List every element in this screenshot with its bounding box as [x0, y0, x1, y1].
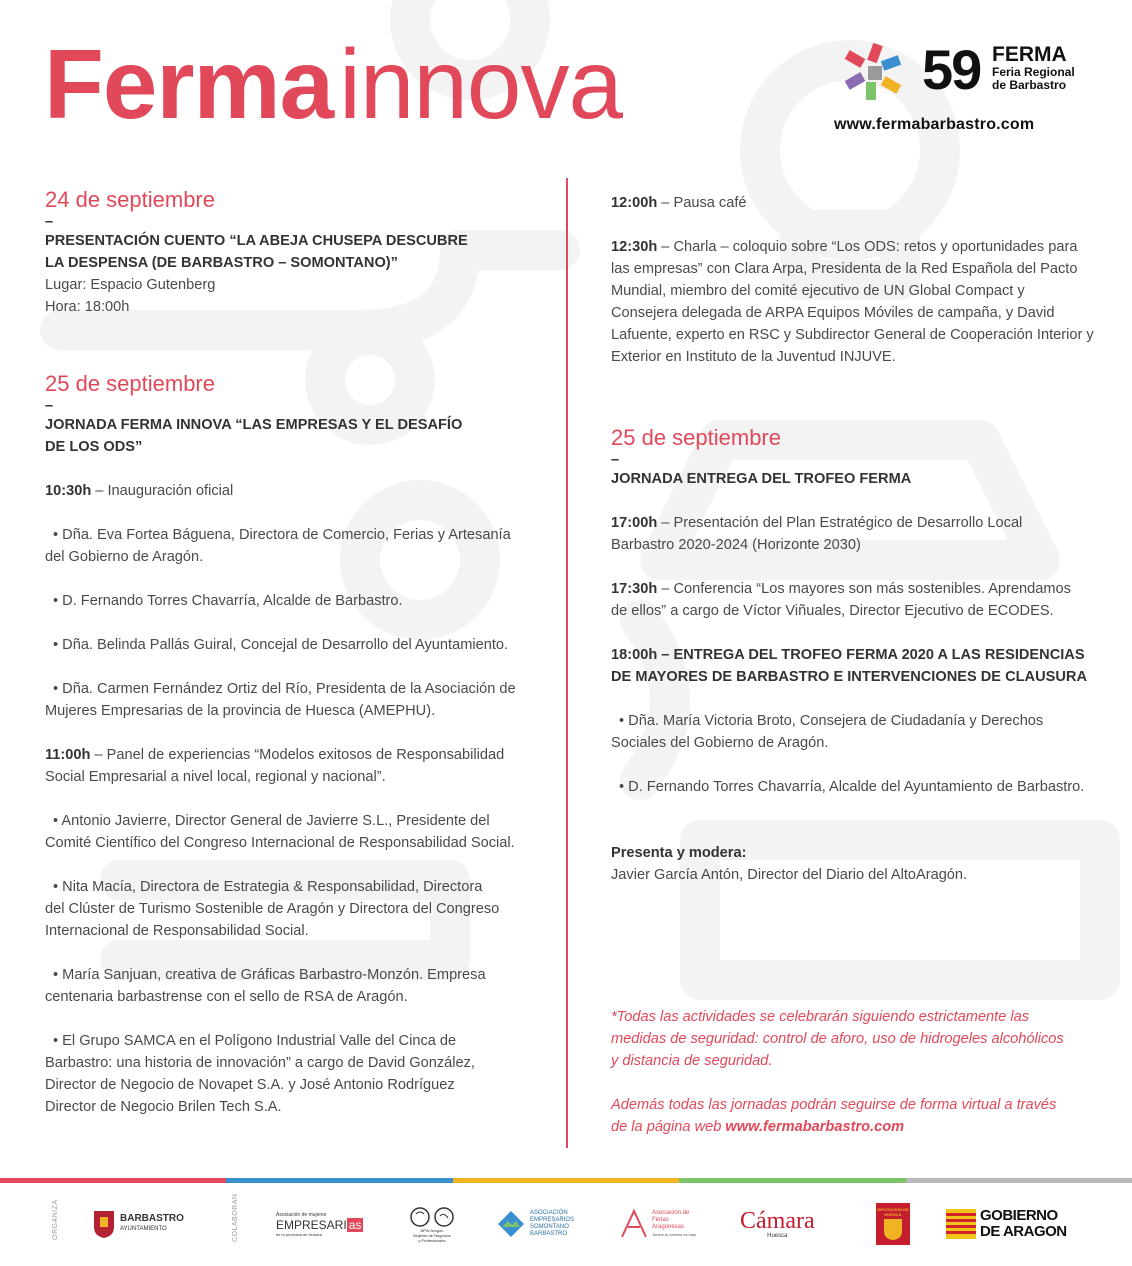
globe-icon [408, 1206, 456, 1228]
logo-innova-text: innova [339, 29, 622, 139]
note-website-link[interactable]: www.fermabarbastro.com [725, 1119, 905, 1135]
logo-ferma-text: Ferma [44, 29, 334, 139]
event-hour: Hora: 18:00h [45, 299, 130, 315]
list-item: • María Sanjuan, creativa de Gráficas Barbastro-Monzón. Empresa [53, 967, 486, 983]
section-title: JORNADA ENTREGA DEL TROFEO FERMA [611, 471, 912, 487]
safety-note: *Todas las actividades se celebrarán siguiendo estrictamente las medidas de seguridad: control de aforo, uso de hidrogeles alcohólicos y distancia de seguridad. Además todas las jornadas podrán seguirse de forma virtual a través de la página web www.fermabarbastro.com [611, 1009, 1064, 1135]
schedule-item: 18:00h – ENTREGA DEL TROFEO FERMA 2020 A LAS RESIDENCIAS [611, 647, 1085, 663]
header-website-link[interactable]: www.fermabarbastro.com [834, 116, 1035, 133]
asociacion-empresarios-logo: ASOCIACIÓN EMPRESARIOS SOMONTANO BARBASTRO [496, 1196, 574, 1252]
right-column: 12:00h – Pausa café 12:30h – Charla – coloquio sobre “Los ODS: retos y oportunidades para las empresas” con Clara Arpa, Presidenta de la Red Española del Pacto Mundial, miembro del comité ejecutivo de UN Global Compact y Consejera delegada de ARPA Equipos Móviles de campaña, y David Lafuente, experto en RSC y Subdirector General de Cooperación Interior y Exterior en Instituto de la Juventud INJUVE. 25 de septiembre – JORNADA ENTREGA DEL TROFEO FERMA 17:00h – Presentación del Plan Estratégico de Desarrollo Local Barbastro 2020-2024 (Horizonte 2030) 17:30h – Conferencia “Los mayores son más sostenibles. Aprendamos de ellos” a cargo de Víctor Viñuales, Director Ejecutivo de ECODES. 18:00h – ENTREGA DEL TROFEO FERMA 2020 A LAS RESIDENCIAS DE MAYORES DE BARBASTRO E INTERVENCIONES DE CLAUSURA • Dña. María Victoria Broto, Consejera de Ciudadanía y Derechos Sociales del Gobierno de Aragón. • D. Fernando Torres Chavarría, Alcalde del Ayuntamiento de Barbastro. Presenta y modera: Javier García Antón, Director del Diario del AltoAragón. [611, 192, 1101, 886]
diputacion-huesca-logo: DIPUTACIÓN DE HUESCA [876, 1196, 910, 1252]
gobierno-aragon-logo: GOBIERNO DE ARAGON [946, 1196, 1067, 1252]
presenter-label: Presenta y modera: [611, 845, 747, 861]
schedule-item: 11:00h – Panel de experiencias “Modelos exitosos de Responsabilidad [45, 747, 505, 763]
ferma-innova-logo [44, 24, 622, 144]
list-item: • D. Fernando Torres Chavarría, Alcalde del Ayuntamiento de Barbastro. [619, 779, 1085, 795]
list-item: • El Grupo SAMCA en el Polígono Industrial Valle del Cinca de [53, 1033, 457, 1049]
list-item: • Dña. Carmen Fernández Ortiz del Río, Presidenta de la Asociación de [53, 681, 516, 697]
sponsors-row [0, 1193, 1132, 1256]
list-item: • Antonio Javierre, Director General de Javierre S.L., Presidente del [53, 813, 490, 829]
barbastro-shield-icon [92, 1209, 116, 1239]
column-divider [566, 178, 568, 1148]
schedule-item: 17:00h – Presentación del Plan Estratégico de Desarrollo Local [611, 515, 1023, 531]
schedule-item: 17:30h – Conferencia “Los mayores son más sostenibles. Aprendamos [611, 581, 1071, 597]
list-item: • Nita Macía, Directora de Estrategia & Responsabilidad, Directora [53, 879, 483, 895]
mountain-icon [496, 1209, 526, 1239]
edition-number: 59 [922, 38, 981, 101]
barbastro-logo: BARBASTRO AYUNTAMIENTO [92, 1196, 184, 1252]
event-place: Lugar: Espacio Gutenberg [45, 277, 216, 293]
schedule-item: 12:30h – Charla – coloquio sobre “Los ODS: retos y oportunidades para [611, 239, 1078, 255]
badge-name: FERMA [992, 43, 1067, 66]
section-date: 25 de septiembre [45, 371, 215, 396]
ferias-a-icon [620, 1209, 648, 1239]
ferma-flower-icon [842, 40, 908, 106]
camara-logo: Cámara Huesca [740, 1208, 815, 1239]
list-item: • Dña. Belinda Pallás Guiral, Concejal de Desarrollo del Ayuntamiento. [53, 637, 509, 653]
section-date: 24 de septiembre [45, 187, 215, 212]
organiza-label: ORGANIZA [52, 1199, 59, 1240]
presenter-text: Javier García Antón, Director del Diario del AltoAragón. [611, 867, 968, 883]
schedule-item: 12:00h – Pausa café [611, 195, 747, 211]
bottom-color-bar [0, 1178, 1132, 1183]
section-date: 25 de septiembre [611, 425, 781, 450]
ferias-aragonesas-logo: Asociación de Ferias Aragonesas Juntos tu camino es más [620, 1196, 696, 1252]
list-item: • D. Fernando Torres Chavarría, Alcalde de Barbastro. [53, 593, 403, 609]
aragon-flag-icon [946, 1209, 976, 1239]
colaboran-label: COLABORAN [232, 1193, 239, 1242]
bpw-logo: BPW Aragón Mujeres de Negocios y Profesionales [408, 1196, 456, 1252]
section-title: JORNADA FERMA INNOVA “LAS EMPRESAS Y EL DESAFÍO [45, 417, 463, 433]
empresarias-logo: Asociación de mujeres EMPRESARI as de la provincia de Huesca [276, 1211, 362, 1237]
list-item: • Dña. Eva Fortea Báguena, Directora de Comercio, Ferias y Artesanía [53, 527, 511, 543]
ferma-59-badge [840, 38, 1090, 108]
left-column: 24 de septiembre – PRESENTACIÓN CUENTO “LA ABEJA CHUSEPA DESCUBRE LA DESPENSA (DE BARBASTRO – SOMONTANO)” Lugar: Espacio Gutenberg Hora: 18:00h 25 de septiembre – JORNADA FERMA INNOVA “LAS EMPRESAS Y EL DESAFÍO DE LOS ODS” 10:30h – Inauguración oficial • Dña. Eva Fortea Báguena, Directora de Comercio, Ferias y Artesanía del Gobierno de Aragón. • D. Fernando Torres Chavarría, Alcalde de Barbastro. • Dña. Belinda Pallás Guiral, Concejal de Desarrollo del Ayuntamiento. • Dña. Carmen Fernández Ortiz del Río, Presidenta de la Asociación de Mujeres Empresarias de la provincia de Huesca (AMEPHU). 11:00h – Panel de experiencias “Modelos exitosos de Responsabilidad Social Empresarial a nivel local, regional y nacional”. • Antonio Javierre, Director General de Javierre S.L., Presidente del Comité Científico del Congreso Internacional de Responsabilidad Social. • Nita Macía, Directora de Estrategia & Responsabilidad, Directora del Clúster de Turismo Sostenible de Aragón y Directora del Congreso Internacional de Responsabilidad Social. • María Sanjuan, creativa de Gráficas Barbastro-Monzón. Empresa centenaria barbastrense con el sello de RSA de Aragón. • El Grupo SAMCA en el Polígono Industrial Valle del Cinca de Barbastro: una historia de innovación” a cargo de David González, Director de Negocio de Novapet S.A. y José Antonio Rodríguez Director de Negocio Brilen Tech S.A. [45, 186, 555, 1118]
badge-subtitle: Feria Regional de Barbastro [992, 65, 1075, 92]
list-item: • Dña. María Victoria Broto, Consejera de Ciudadanía y Derechos [619, 713, 1044, 729]
section-title: PRESENTACIÓN CUENTO “LA ABEJA CHUSEPA DESCUBRE [45, 233, 468, 249]
schedule-item: 10:30h – Inauguración oficial [45, 483, 234, 499]
diputacion-crest-icon [882, 1217, 904, 1241]
